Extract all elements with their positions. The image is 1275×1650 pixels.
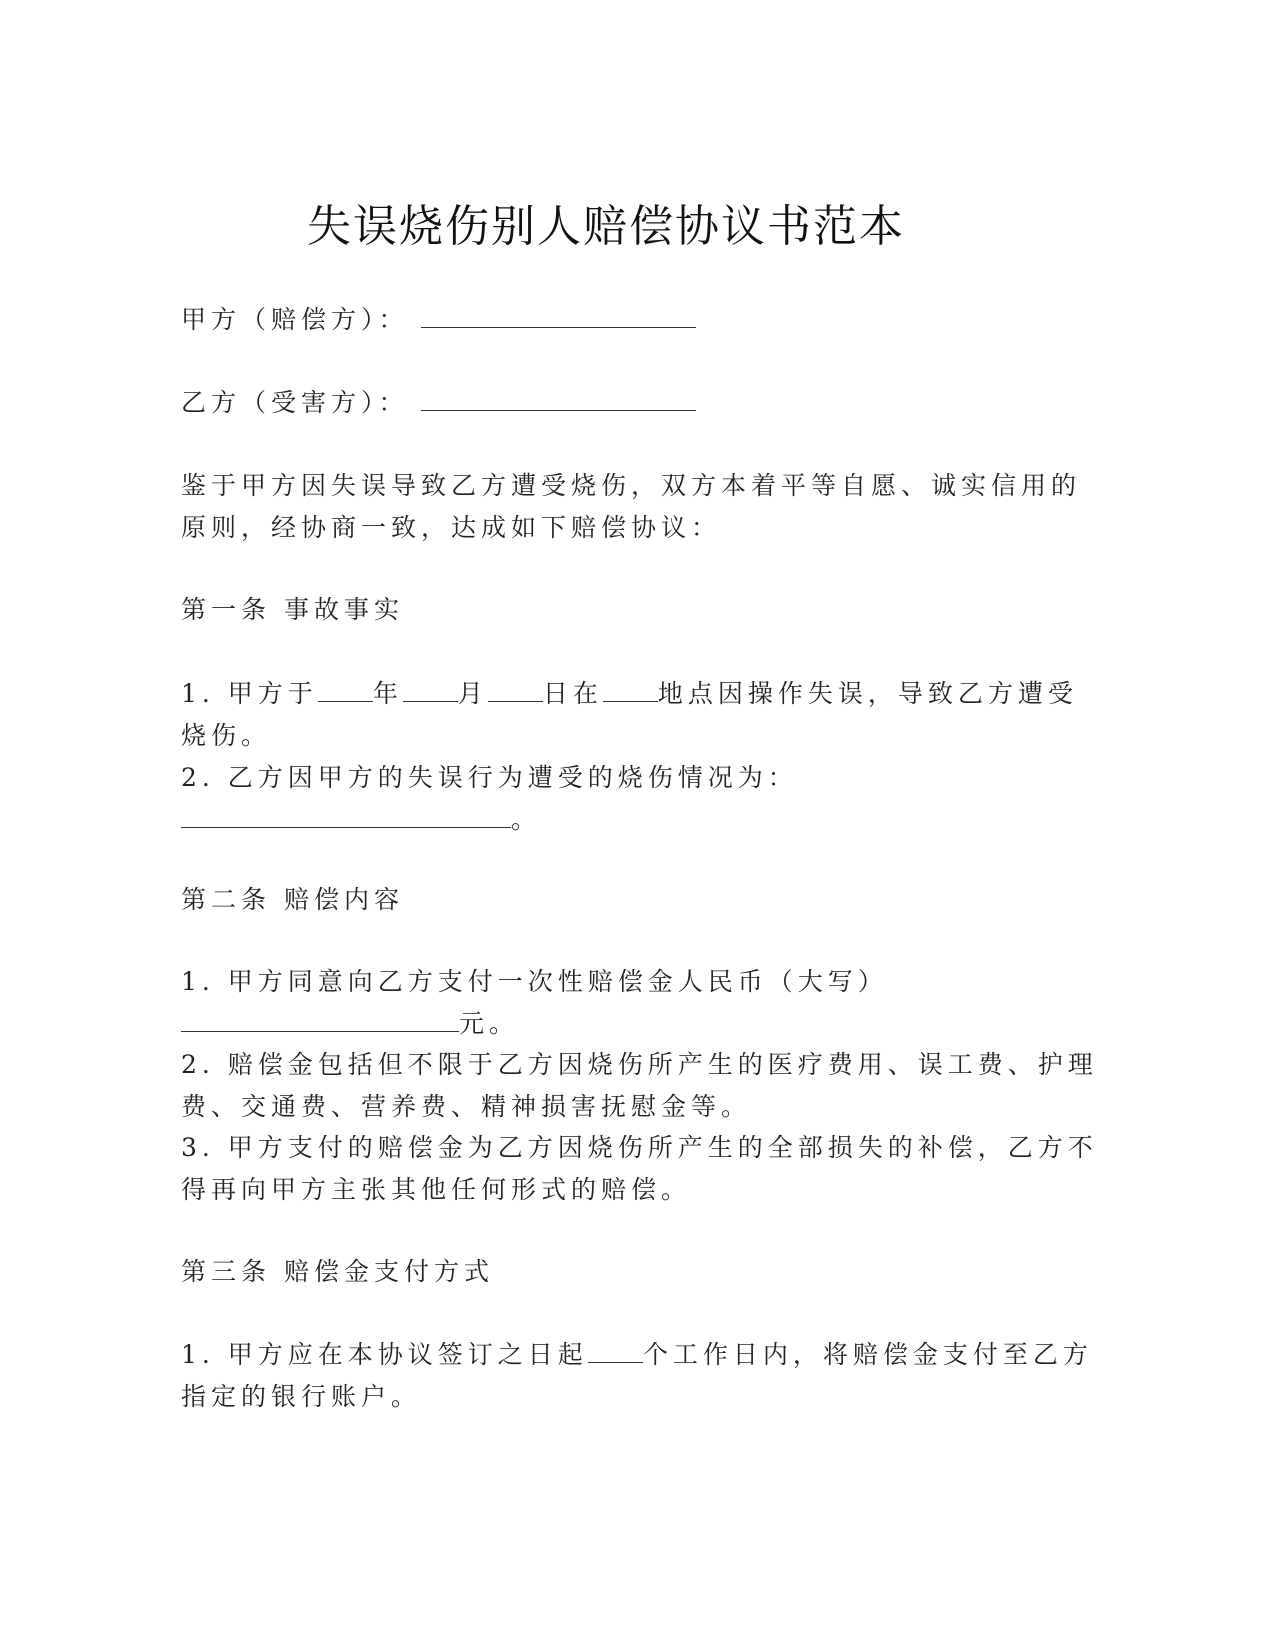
preamble-line-1: 鉴于甲方因失误导致乙方遭受烧伤，双方本着平等自愿、诚实信用的 bbox=[181, 471, 1082, 500]
month-label: 月 bbox=[457, 679, 488, 708]
article1-item2: 2. 乙方因甲方的失误行为遭受的烧伤情况为： bbox=[181, 763, 798, 792]
article2-item1: 1. 甲方同意向乙方支付一次性赔偿金人民币（大写） bbox=[181, 967, 888, 996]
year-blank[interactable] bbox=[318, 675, 373, 702]
party-b-line bbox=[181, 383, 696, 419]
amount-blank[interactable] bbox=[181, 1005, 459, 1032]
party-a-line bbox=[181, 300, 696, 336]
document-title: 失误烧伤别人赔偿协议书范本 bbox=[307, 201, 905, 252]
article1-item1-prefix: 1. 甲方于 bbox=[181, 679, 318, 708]
article3-item1-line2: 指定的银行账户。 bbox=[181, 1382, 422, 1411]
workdays-blank[interactable] bbox=[588, 1336, 643, 1363]
year-label: 年 bbox=[372, 679, 403, 708]
party-b-blank[interactable] bbox=[421, 384, 696, 411]
article3-heading: 第三条 赔偿金支付方式 bbox=[181, 1257, 494, 1286]
article2-item1-blank-line bbox=[181, 1004, 519, 1040]
period: 。 bbox=[511, 805, 542, 834]
article2-item2-line2: 费、交通费、营养费、精神损害抚慰金等。 bbox=[181, 1092, 752, 1121]
article3-item1-prefix: 1. 甲方应在本协议签订之日起 bbox=[181, 1340, 588, 1369]
yuan-label: 元。 bbox=[459, 1009, 520, 1038]
burn-condition-blank[interactable] bbox=[181, 801, 511, 828]
preamble-line-2: 原则，经协商一致，达成如下赔偿协议： bbox=[181, 513, 722, 542]
month-blank[interactable] bbox=[403, 675, 458, 702]
article1-item1-suffix: 地点因操作失误，导致乙方遭受 bbox=[657, 679, 1078, 708]
article1-item1-line2: 烧伤。 bbox=[181, 721, 272, 750]
party-b-label: 乙方（受害方）： bbox=[181, 388, 409, 417]
article1-heading: 第一条 事故事实 bbox=[181, 595, 404, 624]
article2-item3-line2: 得再向甲方主张其他任何形式的赔偿。 bbox=[181, 1175, 692, 1204]
day-blank[interactable] bbox=[488, 675, 543, 702]
article2-item3-line1: 3. 甲方支付的赔偿金为乙方因烧伤所产生的全部损失的补偿，乙方不 bbox=[181, 1133, 1098, 1162]
day-label: 日在 bbox=[542, 679, 603, 708]
article2-heading: 第二条 赔偿内容 bbox=[181, 885, 404, 914]
article1-item1 bbox=[181, 674, 1078, 710]
location-blank[interactable] bbox=[603, 675, 658, 702]
article3-item1 bbox=[181, 1335, 1093, 1371]
article3-item1-suffix: 个工作日内，将赔偿金支付至乙方 bbox=[642, 1340, 1093, 1369]
party-a-blank[interactable] bbox=[421, 301, 696, 328]
article2-item2-line1: 2. 赔偿金包括但不限于乙方因烧伤所产生的医疗费用、误工费、护理 bbox=[181, 1050, 1098, 1079]
party-a-label: 甲方（赔偿方）： bbox=[181, 305, 409, 334]
article1-item2-blank-line bbox=[181, 800, 541, 836]
